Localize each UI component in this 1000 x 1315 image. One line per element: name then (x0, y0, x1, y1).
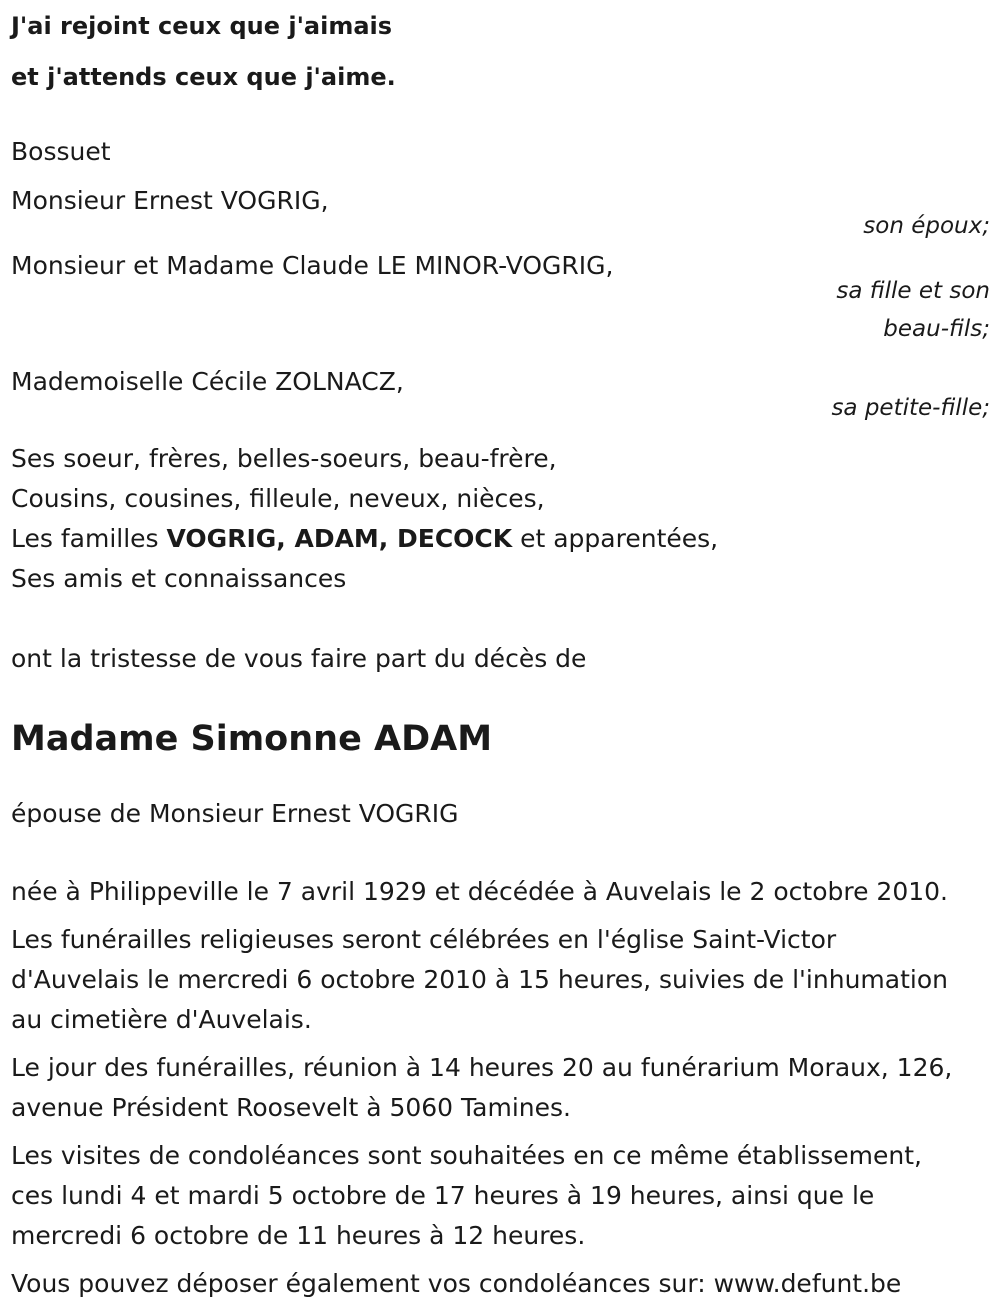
family-member-relation-continued: beau-fils; (883, 316, 990, 342)
extended-family-line: Ses soeur, frères, belles-soeurs, beau-frère, (11, 444, 557, 473)
obituary-notice (11, 0, 991, 1304)
visits-line: ces lundi 4 et mardi 5 octobre de 17 heures à 19 heures, ainsi que le (11, 1181, 875, 1210)
family-member-relation: son époux; (863, 213, 990, 239)
family-member-name: Mademoiselle Cécile ZOLNACZ, (11, 367, 404, 396)
online-condolences-line: Vous pouvez déposer également vos condoléances sur: www.defunt.be (11, 1269, 902, 1298)
family-member-relation: sa petite-fille; (831, 395, 990, 421)
funeral-paragraph (11, 920, 991, 1040)
family-surnames: VOGRIG, ADAM, DECOCK (166, 524, 513, 553)
meeting-paragraph (11, 1048, 991, 1128)
families-suffix: et apparentées, (512, 524, 719, 553)
funeral-line: au cimetière d'Auvelais. (11, 1005, 312, 1034)
quote-block (11, 1, 991, 102)
meeting-line: avenue Président Roosevelt à 5060 Tamines. (11, 1093, 571, 1122)
funeral-line: d'Auvelais le mercredi 6 octobre 2010 à 15 heures, suivies de l'inhumation (11, 965, 948, 994)
families-prefix: Les familles (11, 524, 167, 553)
birth-death-line: née à Philippeville le 7 avril 1929 et décédée à Auvelais le 2 octobre 2010. (11, 877, 948, 906)
city-name: Bossuet (11, 137, 111, 166)
extended-family-block (11, 439, 991, 599)
funeral-line: Les funérailles religieuses seront célébrées en l'église Saint-Victor (11, 925, 837, 954)
family-member-name: Monsieur Ernest VOGRIG, (11, 186, 329, 215)
spouse-line: épouse de Monsieur Ernest VOGRIG (11, 799, 459, 828)
meeting-line: Le jour des funérailles, réunion à 14 heures 20 au funérarium Moraux, 126, (11, 1053, 953, 1082)
announcement-text: ont la tristesse de vous faire part du décès de (11, 644, 587, 673)
visits-line: mercredi 6 octobre de 11 heures à 12 heures. (11, 1221, 586, 1250)
deceased-name: Madame Simonne ADAM (11, 719, 493, 759)
visits-line: Les visites de condoléances sont souhaitées en ce même établissement, (11, 1141, 922, 1170)
quote-line-2: et j'attends ceux que j'aime. (11, 63, 396, 91)
extended-family-line: Cousins, cousines, filleule, neveux, nièces, (11, 484, 545, 513)
visits-paragraph (11, 1136, 991, 1256)
family-member-name: Monsieur et Madame Claude LE MINOR-VOGRIG, (11, 251, 614, 280)
extended-family-line: Ses amis et connaissances (11, 564, 347, 593)
quote-line-1: J'ai rejoint ceux que j'aimais (11, 12, 393, 40)
family-member-relation: sa fille et son (836, 278, 990, 304)
families-line (11, 519, 991, 559)
